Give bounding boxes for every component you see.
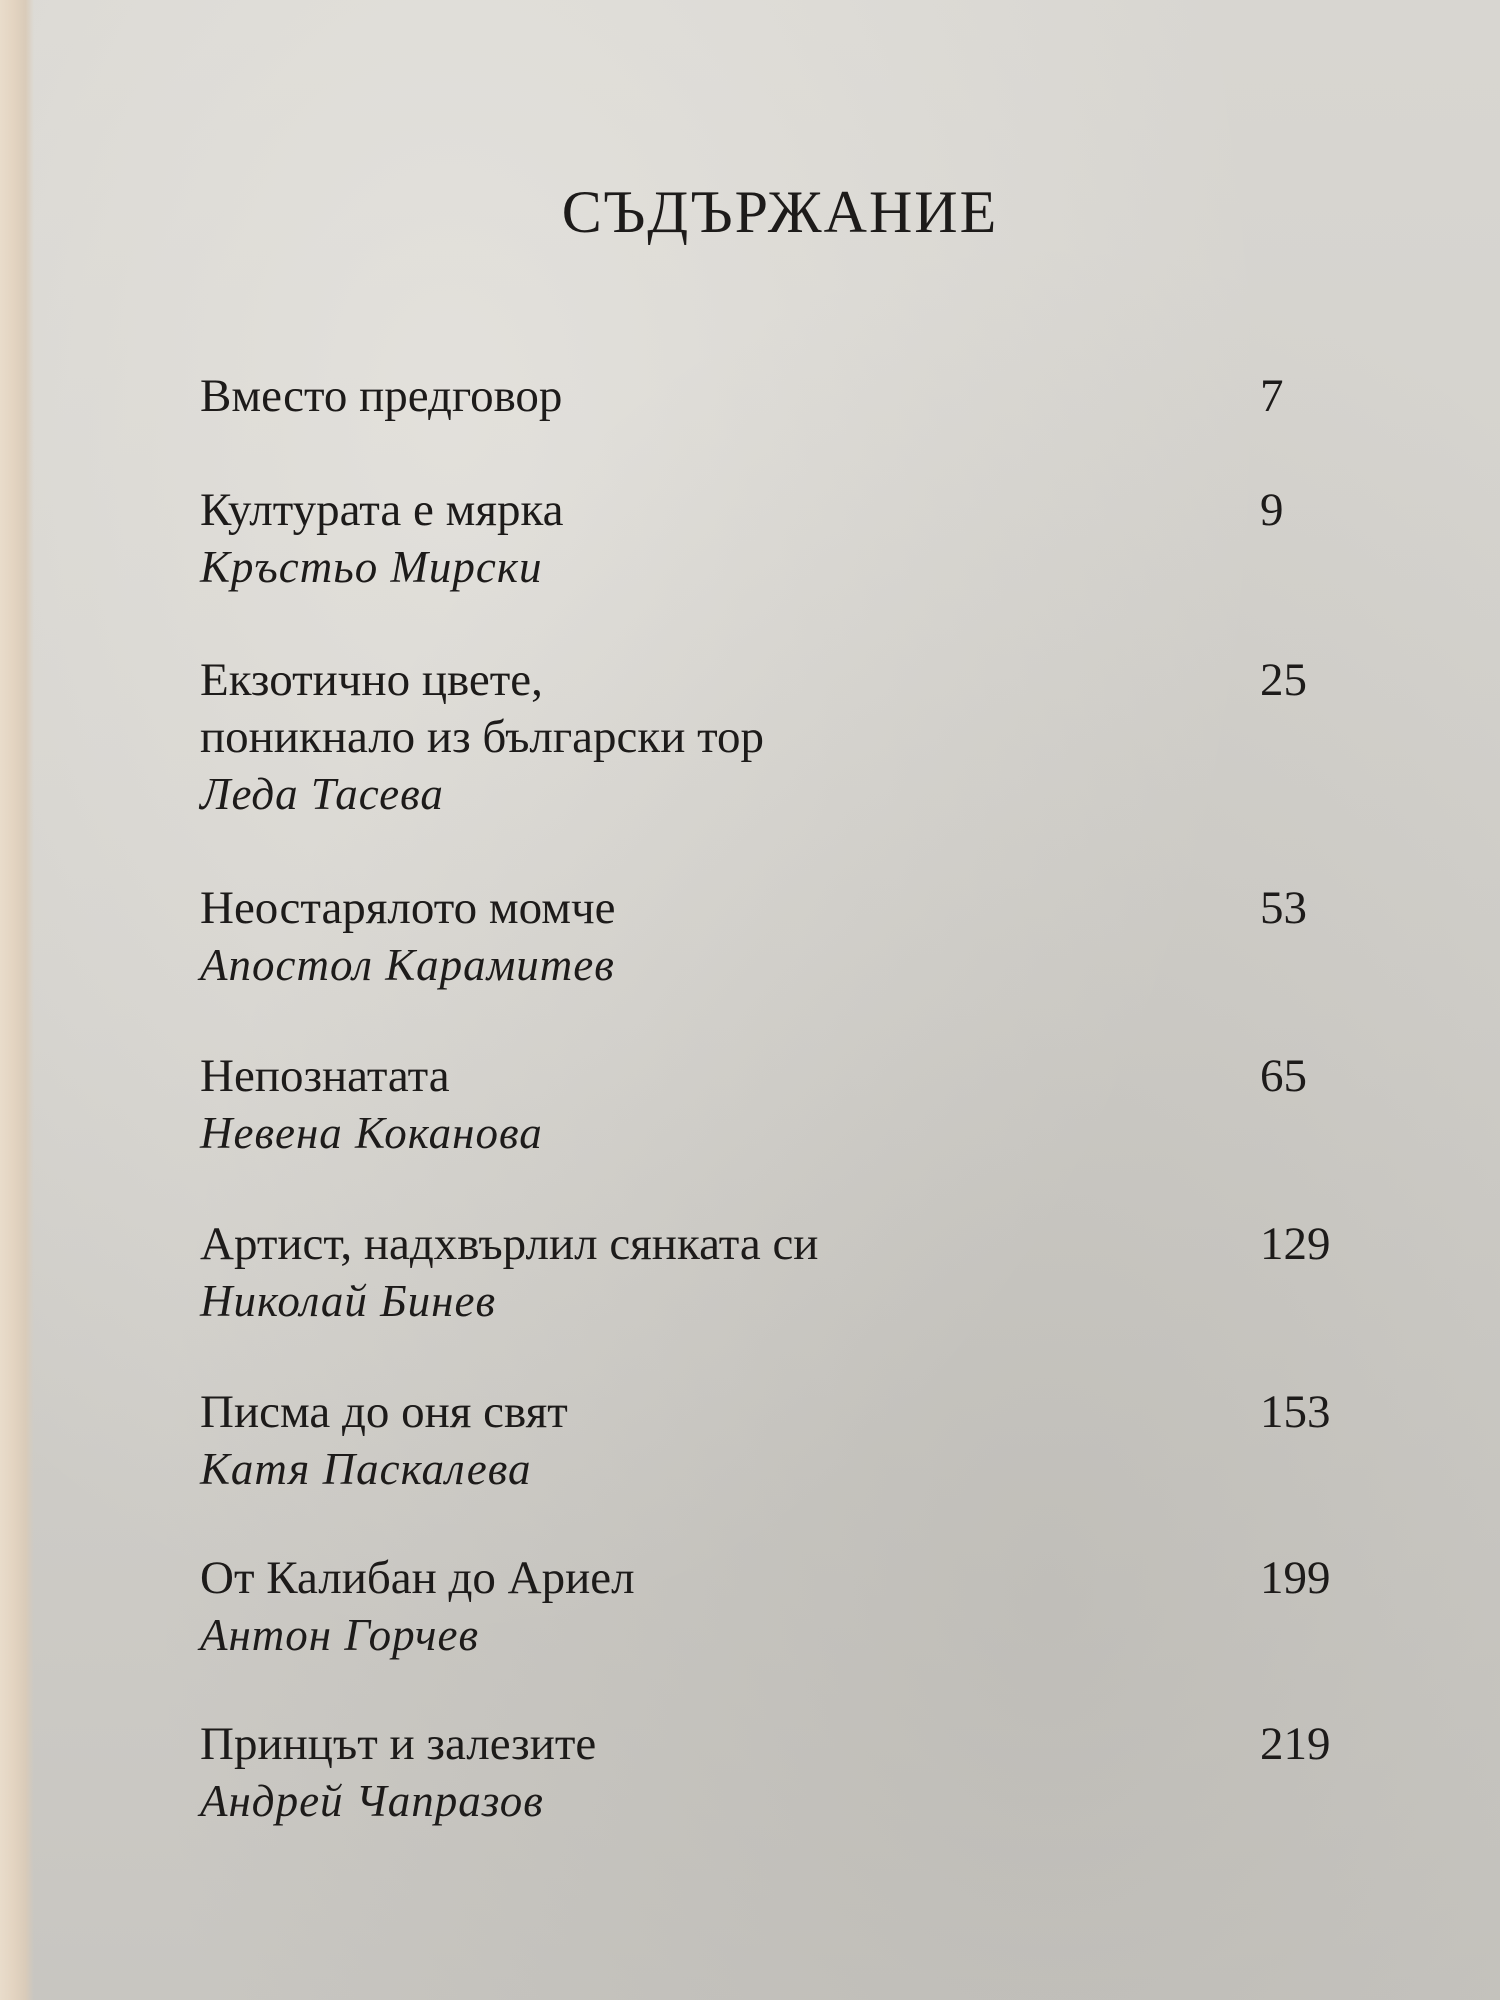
entry-author: Невена Коканова — [200, 1108, 543, 1158]
entry-page-number: 219 — [1260, 1718, 1331, 1770]
entry-title: Принцът и залезите — [200, 1718, 597, 1770]
entry-author: Антон Горчев — [200, 1610, 480, 1660]
entry-title: Непознатата — [200, 1050, 450, 1102]
entry-page-number: 65 — [1260, 1050, 1307, 1102]
toc-entry — [200, 652, 1350, 823]
toc-entry — [200, 1716, 1350, 1830]
toc-entry — [200, 368, 1350, 425]
entry-title: Културата е мярка — [200, 484, 564, 536]
entry-author: Леда Тасева — [200, 769, 444, 819]
entry-author: Катя Паскалева — [200, 1444, 532, 1494]
entry-author: Апостол Карамитев — [200, 940, 615, 990]
entry-author: Николай Бинев — [200, 1276, 497, 1326]
entry-title: Вместо предговор — [200, 370, 563, 422]
entry-title: Неостарялото момче — [200, 882, 616, 934]
toc-entry — [200, 482, 1350, 596]
entry-page-number: 53 — [1260, 882, 1307, 934]
entry-page-number: 7 — [1260, 370, 1284, 422]
toc-entry — [200, 1216, 1350, 1330]
entry-title: Артист, надхвърлил сянката си — [200, 1218, 819, 1270]
entry-title: Писма до оня свят — [200, 1386, 568, 1438]
toc-entry — [200, 1550, 1350, 1664]
entry-page-number: 153 — [1260, 1386, 1331, 1438]
page-binding-edge — [0, 0, 34, 2000]
entry-title: Екзотично цвете, поникнало из български тор — [200, 654, 765, 763]
page-title: СЪДЪРЖАНИЕ — [561, 179, 999, 245]
entry-author: Андрей Чапразов — [200, 1776, 544, 1826]
entry-page-number: 9 — [1260, 484, 1284, 536]
toc-entry — [200, 1384, 1350, 1498]
entry-page-number: 25 — [1260, 654, 1307, 706]
toc-entry — [200, 880, 1350, 994]
entry-page-number: 129 — [1260, 1218, 1331, 1270]
entry-author: Кръстьо Мирски — [200, 542, 543, 592]
toc-entry — [200, 1048, 1350, 1162]
entry-title: От Калибан до Ариел — [200, 1552, 635, 1604]
entry-page-number: 199 — [1260, 1552, 1331, 1604]
